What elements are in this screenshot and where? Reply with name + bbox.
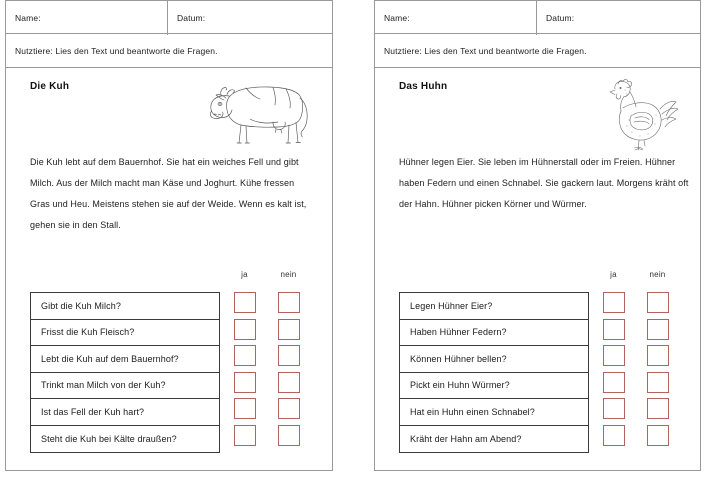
worksheet-body [375, 68, 700, 470]
date-label: Datum: [177, 13, 206, 23]
checkbox-ja[interactable] [234, 425, 256, 446]
table-row: Kräht der Hahn am Abend? [410, 433, 522, 444]
checkbox-nein[interactable] [278, 319, 300, 340]
date-label: Datum: [546, 13, 575, 23]
checkbox-column-ja [231, 292, 258, 451]
name-date-row [375, 0, 700, 34]
checkbox-nein[interactable] [647, 345, 669, 366]
checkbox-nein[interactable] [647, 398, 669, 419]
table-row: Lebt die Kuh auf dem Bauernhof? [31, 346, 219, 373]
name-label: Name: [384, 13, 410, 23]
hen-illustration [592, 72, 684, 152]
checkbox-ja[interactable] [603, 292, 625, 313]
table-row: Gibt die Kuh Milch? [31, 293, 219, 320]
checkbox-ja[interactable] [234, 345, 256, 366]
reading-passage: Die Kuh lebt auf dem Bauernhof. Sie hat ein weiches Fell und gibt Milch. Aus der Milch macht man Käse und Joghurt. Kühe fressen Gras und Heu. Meistens stehen sie auf der Weide. Wenn es kalt ist, gehen sie in den Stall. [30, 157, 307, 230]
question-table [399, 292, 589, 453]
checkbox-nein[interactable] [278, 398, 300, 419]
column-header-nein: nein [280, 270, 297, 279]
checkbox-ja[interactable] [603, 345, 625, 366]
date-field[interactable] [537, 1, 700, 35]
name-field[interactable] [6, 1, 168, 35]
date-field[interactable] [168, 1, 332, 35]
checkbox-ja[interactable] [234, 372, 256, 393]
table-row: Legen Hühner Eier? [400, 293, 588, 320]
checkbox-nein[interactable] [647, 425, 669, 446]
checkbox-nein[interactable] [278, 372, 300, 393]
task-instruction-row [6, 34, 332, 68]
checkbox-column-nein [644, 292, 671, 451]
table-row: Haben Hühner Federn? [400, 320, 588, 347]
checkbox-nein[interactable] [278, 425, 300, 446]
checkbox-ja[interactable] [603, 425, 625, 446]
checkbox-nein[interactable] [278, 345, 300, 366]
checkbox-nein[interactable] [647, 292, 669, 313]
checkbox-ja[interactable] [603, 372, 625, 393]
question-block [394, 270, 690, 470]
name-label: Name: [15, 13, 41, 23]
checkbox-ja[interactable] [234, 292, 256, 313]
table-row: Frisst die Kuh Fleisch? [31, 320, 219, 347]
task-instruction-row [375, 34, 700, 68]
worksheet-title: Die Kuh [30, 81, 70, 92]
column-header-nein: nein [649, 270, 666, 279]
table-row: Pickt ein Huhn Würmer? [400, 373, 588, 400]
worksheet-body [6, 68, 332, 470]
checkbox-nein[interactable] [647, 319, 669, 340]
table-row: Trinkt man Milch von der Kuh? [31, 373, 219, 400]
task-instruction-text: Nutztiere: Lies den Text und beantworte die Fragen. [15, 45, 218, 56]
checkbox-nein[interactable] [647, 372, 669, 393]
table-row: Steht die Kuh bei Kälte draußen? [41, 433, 177, 444]
checkbox-nein[interactable] [278, 292, 300, 313]
question-block [25, 270, 322, 470]
checkbox-ja[interactable] [603, 398, 625, 419]
checkbox-column-nein [275, 292, 302, 451]
table-row: Ist das Fell der Kuh hart? [31, 399, 219, 426]
checkbox-column-ja [600, 292, 627, 451]
worksheet-title: Das Huhn [399, 81, 448, 92]
name-date-row [6, 0, 332, 34]
table-row: Hat ein Huhn einen Schnabel? [400, 399, 588, 426]
checkbox-ja[interactable] [234, 398, 256, 419]
column-header-ja: ja [610, 270, 617, 279]
table-row: Können Hühner bellen? [400, 346, 588, 373]
worksheet-hen [374, 0, 701, 471]
checkbox-ja[interactable] [603, 319, 625, 340]
reading-passage: Hühner legen Eier. Sie leben im Hühnerstall oder im Freien. Hühner haben Federn und einen Schnabel. Sie gackern laut. Morgens kräht oft der Hahn. Hühner picken Körner und Würmer. [399, 157, 689, 209]
name-field[interactable] [375, 1, 537, 35]
task-instruction-text: Nutztiere: Lies den Text und beantworte die Fragen. [384, 45, 587, 56]
column-header-ja: ja [241, 270, 248, 279]
cow-illustration [198, 73, 320, 145]
worksheet-cow [5, 0, 333, 471]
checkbox-ja[interactable] [234, 319, 256, 340]
question-table [30, 292, 220, 453]
